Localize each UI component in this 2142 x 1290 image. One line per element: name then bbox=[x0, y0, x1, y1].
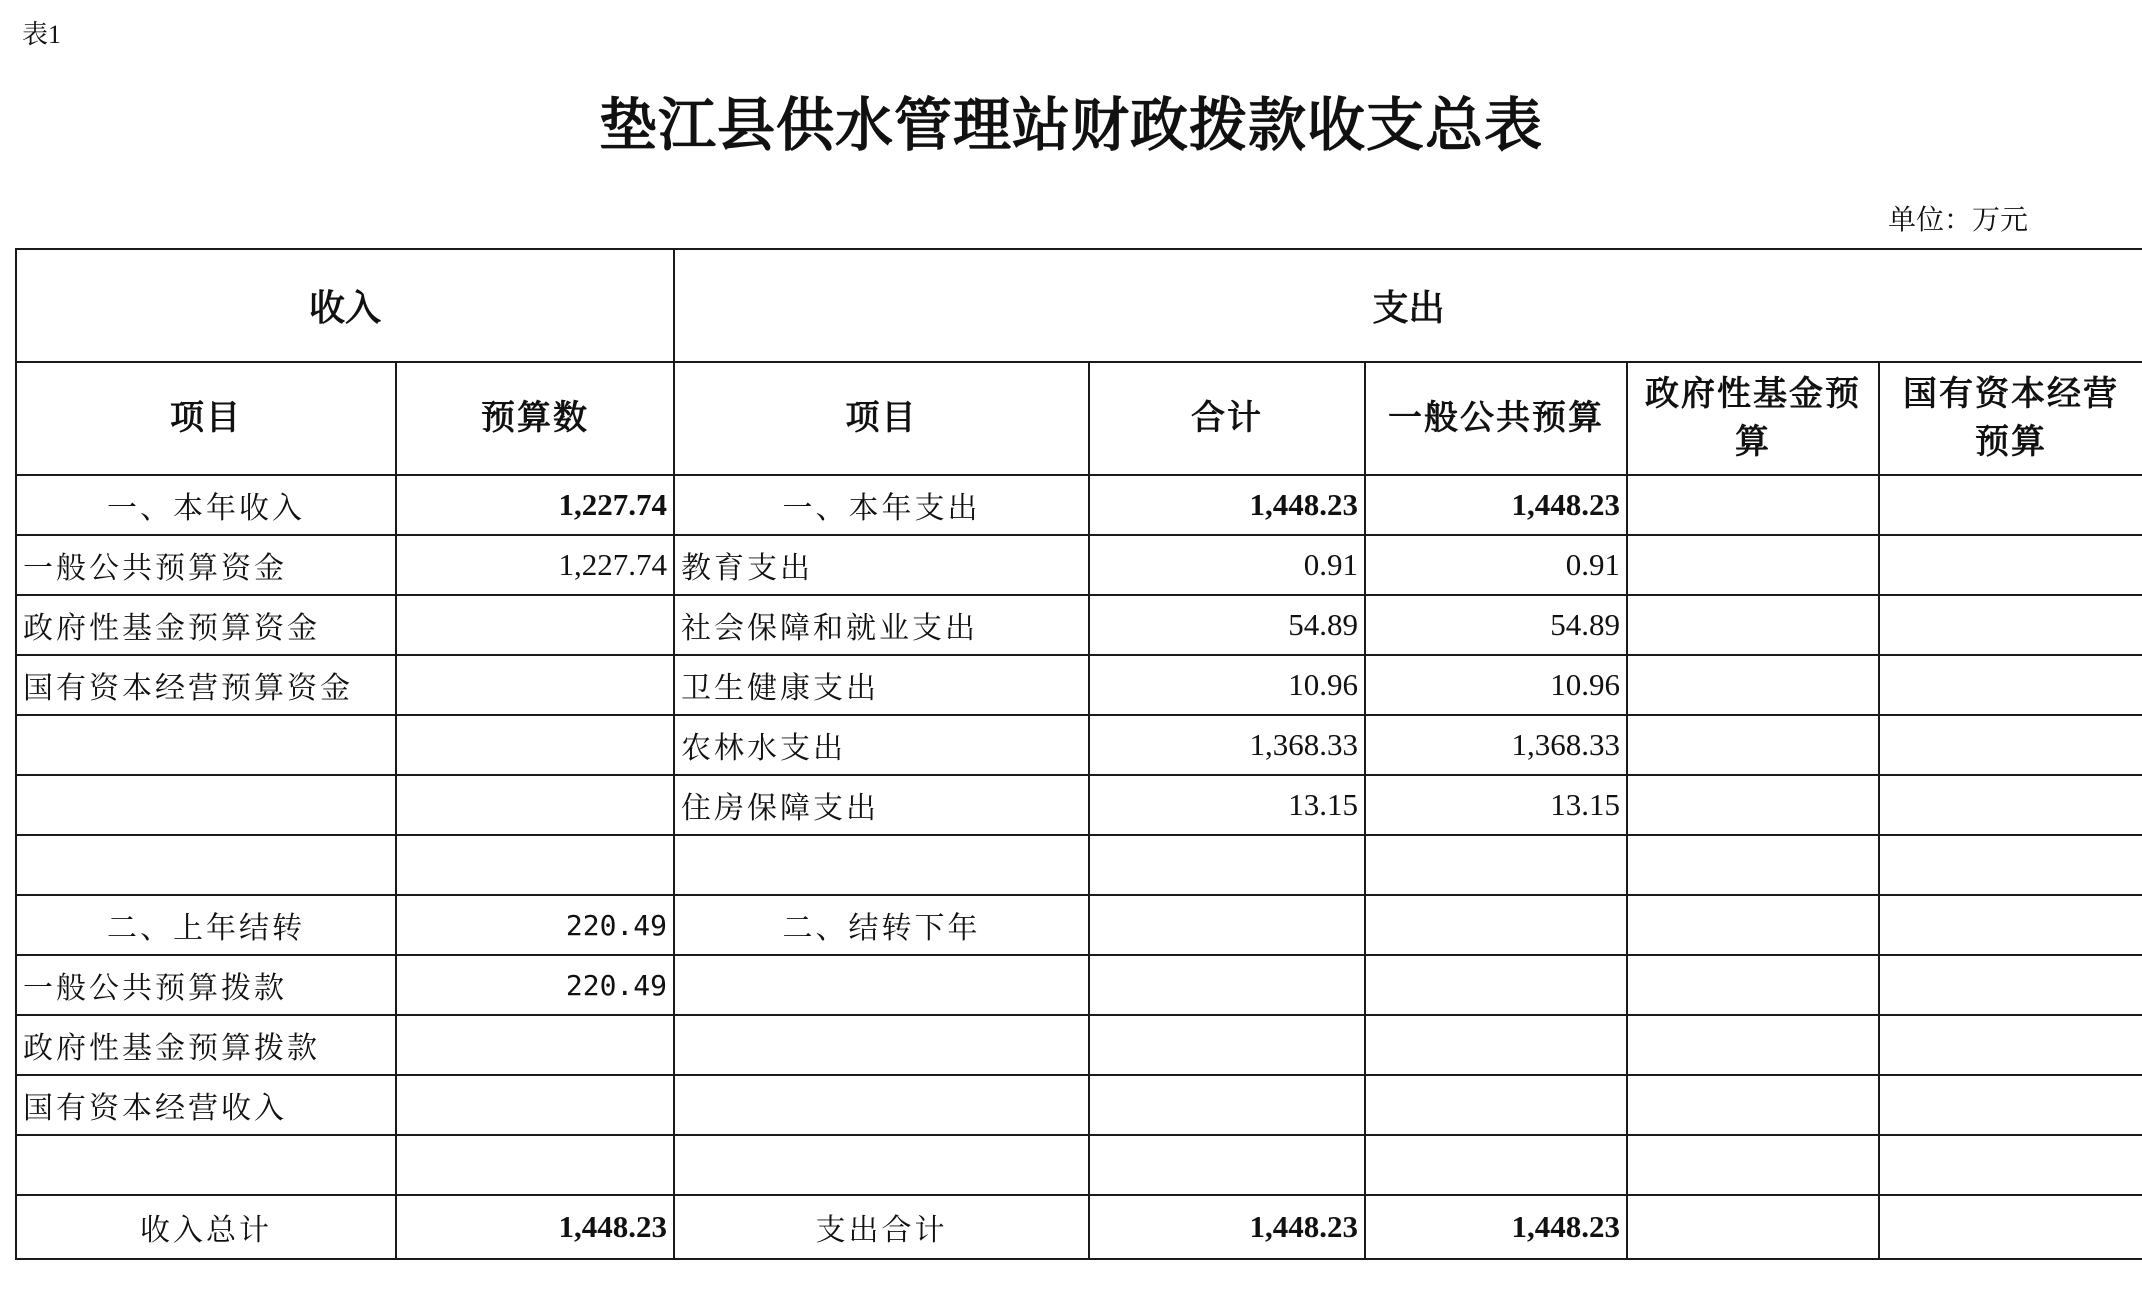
expense-total: 13.15 bbox=[1089, 775, 1365, 835]
expense-total: 0.91 bbox=[1089, 535, 1365, 595]
income-item: 一般公共预算拨款 bbox=[16, 955, 396, 1015]
income-amount bbox=[396, 595, 674, 655]
income-item: 政府性基金预算拨款 bbox=[16, 1015, 396, 1075]
income-item bbox=[16, 1135, 396, 1195]
table-number: 表1 bbox=[22, 20, 62, 49]
table-row bbox=[16, 895, 2142, 955]
table-row bbox=[16, 535, 2142, 595]
table-row bbox=[16, 475, 2142, 535]
general-budget-header: 一般公共预算 bbox=[1365, 362, 1627, 475]
table-row bbox=[16, 595, 2142, 655]
expense-fund bbox=[1627, 595, 1879, 655]
expense-total: 1,368.33 bbox=[1089, 715, 1365, 775]
expense-state bbox=[1879, 835, 2142, 895]
income-section-header: 收入 bbox=[16, 249, 674, 362]
expense-total bbox=[1089, 955, 1365, 1015]
total-header: 合计 bbox=[1089, 362, 1365, 475]
expense-item: 住房保障支出 bbox=[674, 775, 1089, 835]
income-item: 一、本年收入 bbox=[16, 475, 396, 535]
table-row bbox=[16, 1135, 2142, 1195]
expense-fund bbox=[1627, 775, 1879, 835]
income-item: 国有资本经营预算资金 bbox=[16, 655, 396, 715]
expense-item bbox=[674, 1015, 1089, 1075]
expense-item: 卫生健康支出 bbox=[674, 655, 1089, 715]
expense-state bbox=[1879, 535, 2142, 595]
expense-total: 1,448.23 bbox=[1089, 475, 1365, 535]
expense-state bbox=[1879, 595, 2142, 655]
expense-fund bbox=[1627, 1135, 1879, 1195]
expense-state bbox=[1879, 775, 2142, 835]
income-item: 二、上年结转 bbox=[16, 895, 396, 955]
expense-total bbox=[1089, 835, 1365, 895]
income-amount: 1,227.74 bbox=[396, 535, 674, 595]
column-header-row bbox=[16, 362, 2142, 475]
income-item bbox=[16, 835, 396, 895]
expense-state bbox=[1879, 715, 2142, 775]
expense-general: 54.89 bbox=[1365, 595, 1627, 655]
expense-total: 54.89 bbox=[1089, 595, 1365, 655]
expense-fund-total bbox=[1627, 1195, 1879, 1259]
expense-general bbox=[1365, 955, 1627, 1015]
income-amount bbox=[396, 1075, 674, 1135]
expense-general: 1,368.33 bbox=[1365, 715, 1627, 775]
expense-general bbox=[1365, 1075, 1627, 1135]
expense-total bbox=[1089, 1015, 1365, 1075]
expense-total bbox=[1089, 895, 1365, 955]
income-item: 政府性基金预算资金 bbox=[16, 595, 396, 655]
expense-general bbox=[1365, 1135, 1627, 1195]
income-amount: 220.49 bbox=[396, 895, 674, 955]
income-amount bbox=[396, 1135, 674, 1195]
section-header-row bbox=[16, 249, 2142, 362]
income-amount: 220.49 bbox=[396, 955, 674, 1015]
state-capital-budget-header: 国有资本经营预算 bbox=[1879, 362, 2142, 475]
expense-state bbox=[1879, 1015, 2142, 1075]
expense-fund bbox=[1627, 715, 1879, 775]
expense-general bbox=[1365, 835, 1627, 895]
expense-state-total bbox=[1879, 1195, 2142, 1259]
expense-state bbox=[1879, 475, 2142, 535]
expense-fund bbox=[1627, 1075, 1879, 1135]
expense-general: 10.96 bbox=[1365, 655, 1627, 715]
budget-table bbox=[15, 248, 2142, 1260]
expense-fund bbox=[1627, 475, 1879, 535]
income-amount bbox=[396, 655, 674, 715]
table-row bbox=[16, 775, 2142, 835]
income-item bbox=[16, 775, 396, 835]
table-row bbox=[16, 715, 2142, 775]
expense-fund bbox=[1627, 655, 1879, 715]
table-row bbox=[16, 1075, 2142, 1135]
expense-item bbox=[674, 1075, 1089, 1135]
income-item: 国有资本经营收入 bbox=[16, 1075, 396, 1135]
expense-state bbox=[1879, 895, 2142, 955]
table-row bbox=[16, 655, 2142, 715]
expense-state bbox=[1879, 1135, 2142, 1195]
expense-general: 13.15 bbox=[1365, 775, 1627, 835]
expense-state bbox=[1879, 1075, 2142, 1135]
income-total-label: 收入总计 bbox=[16, 1195, 396, 1259]
expense-fund bbox=[1627, 895, 1879, 955]
expense-state bbox=[1879, 655, 2142, 715]
expense-item: 二、结转下年 bbox=[674, 895, 1089, 955]
income-amount bbox=[396, 835, 674, 895]
income-item: 一般公共预算资金 bbox=[16, 535, 396, 595]
fund-budget-header: 政府性基金预算 bbox=[1627, 362, 1879, 475]
expense-general bbox=[1365, 1015, 1627, 1075]
income-item bbox=[16, 715, 396, 775]
expense-item bbox=[674, 835, 1089, 895]
expense-total bbox=[1089, 1075, 1365, 1135]
expense-item bbox=[674, 955, 1089, 1015]
income-amount bbox=[396, 1015, 674, 1075]
expense-total bbox=[1089, 1135, 1365, 1195]
income-amount bbox=[396, 715, 674, 775]
income-amount: 1,227.74 bbox=[396, 475, 674, 535]
expense-general bbox=[1365, 895, 1627, 955]
expense-item: 一、本年支出 bbox=[674, 475, 1089, 535]
table-row bbox=[16, 835, 2142, 895]
unit-label: 单位：万元 bbox=[1888, 203, 2029, 236]
table-row bbox=[16, 1015, 2142, 1075]
expense-total-label: 支出合计 bbox=[674, 1195, 1089, 1259]
expense-general: 0.91 bbox=[1365, 535, 1627, 595]
table-row bbox=[16, 955, 2142, 1015]
income-total-amount: 1,448.23 bbox=[396, 1195, 674, 1259]
expense-item: 农林水支出 bbox=[674, 715, 1089, 775]
expense-fund bbox=[1627, 535, 1879, 595]
expense-section-header: 支出 bbox=[674, 249, 2142, 362]
income-item-header: 项目 bbox=[16, 362, 396, 475]
expense-fund bbox=[1627, 835, 1879, 895]
expense-fund bbox=[1627, 1015, 1879, 1075]
expense-state bbox=[1879, 955, 2142, 1015]
expense-item bbox=[674, 1135, 1089, 1195]
expense-general: 1,448.23 bbox=[1365, 475, 1627, 535]
income-budget-header: 预算数 bbox=[396, 362, 674, 475]
expense-item: 社会保障和就业支出 bbox=[674, 595, 1089, 655]
income-amount bbox=[396, 775, 674, 835]
expense-general-total: 1,448.23 bbox=[1365, 1195, 1627, 1259]
expense-item-header: 项目 bbox=[674, 362, 1089, 475]
expense-total: 10.96 bbox=[1089, 655, 1365, 715]
expense-total-amount: 1,448.23 bbox=[1089, 1195, 1365, 1259]
expense-fund bbox=[1627, 955, 1879, 1015]
total-row bbox=[16, 1195, 2142, 1259]
page-title: 垫江县供水管理站财政拨款收支总表 bbox=[598, 91, 1543, 159]
expense-item: 教育支出 bbox=[674, 535, 1089, 595]
